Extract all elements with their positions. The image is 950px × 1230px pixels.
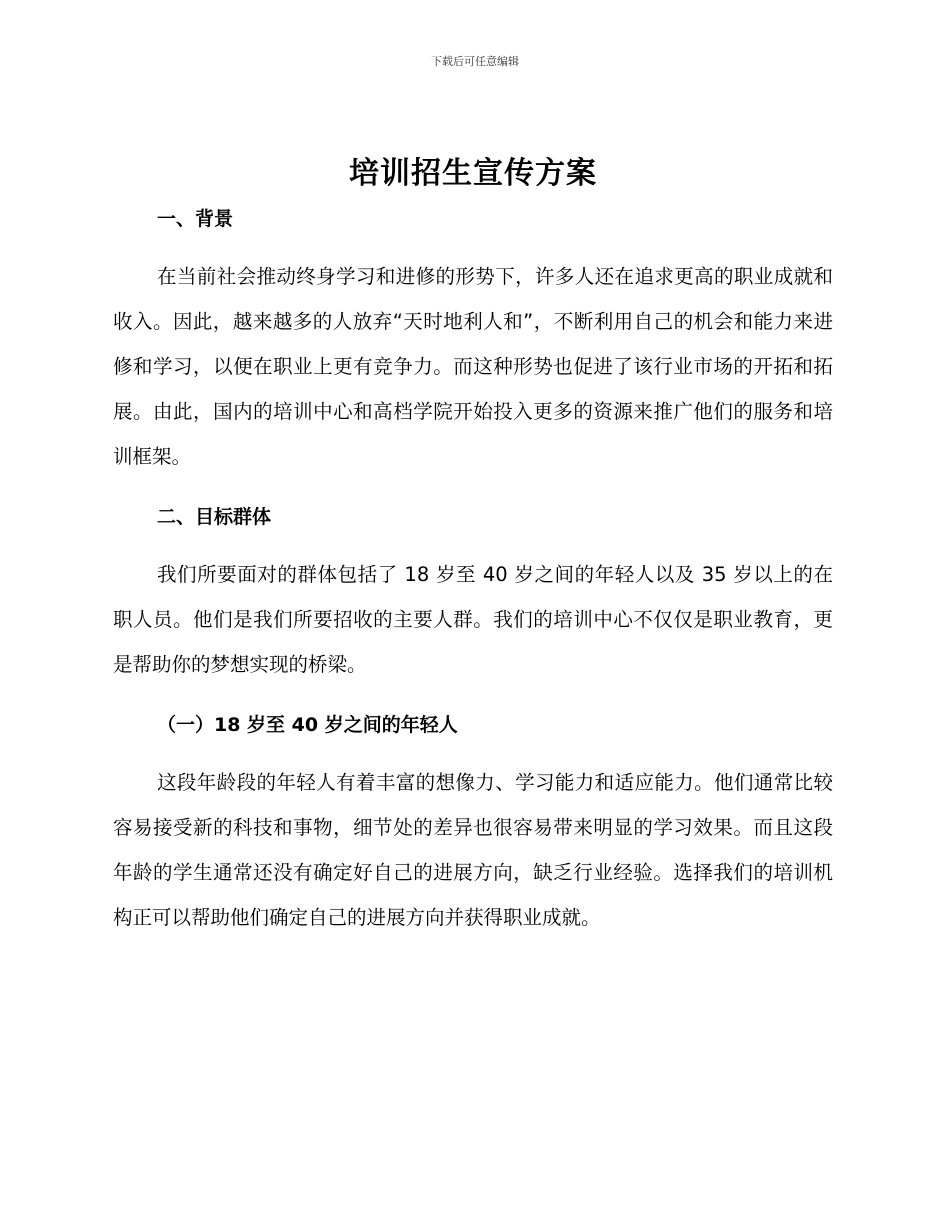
paragraph-target-group: 我们所要面对的群体包括了 18 岁至 40 岁之间的年轻人以及 35 岁以上的在职人员。他们是我们所要招收的主要人群。我们的培训中心不仅仅是职业教育，更是帮助你的梦想实现的桥梁。 bbox=[113, 563, 833, 676]
subsection-heading-young-people: （一）18 岁至 40 岁之间的年轻人 bbox=[157, 714, 458, 736]
document-title: 培训招生宣传方案 bbox=[349, 156, 597, 191]
section-heading-target-group: 二、目标群体 bbox=[157, 506, 272, 528]
header-note: 下载后可任意编辑 bbox=[431, 55, 519, 68]
paragraph-young-people: 这段年龄段的年轻人有着丰富的想像力、学习能力和适应能力。他们通常比较容易接受新的科技和事物，细节处的差异也很容易带来明显的学习效果。而且这段年龄的学生通常还没有确定好自己的进展方向，缺乏行业经验。选择我们的培训机构正可以帮助他们确定自己的进展方向并获得职业成就。 bbox=[113, 771, 833, 929]
document-body bbox=[113, 148, 833, 940]
section-heading-background: 一、背景 bbox=[157, 208, 234, 230]
paragraph-background: 在当前社会推动终身学习和进修的形势下，许多人还在追求更高的职业成就和收入。因此，越来越多的人放弃“天时地利人和”，不断利用自己的机会和能力来进修和学习，以便在职业上更有竞争力。而这种形势也促进了该行业市场的开拓和拓展。由此，国内的培训中心和高档学院开始投入更多的资源来推广他们的服务和培训框架。 bbox=[113, 265, 833, 468]
